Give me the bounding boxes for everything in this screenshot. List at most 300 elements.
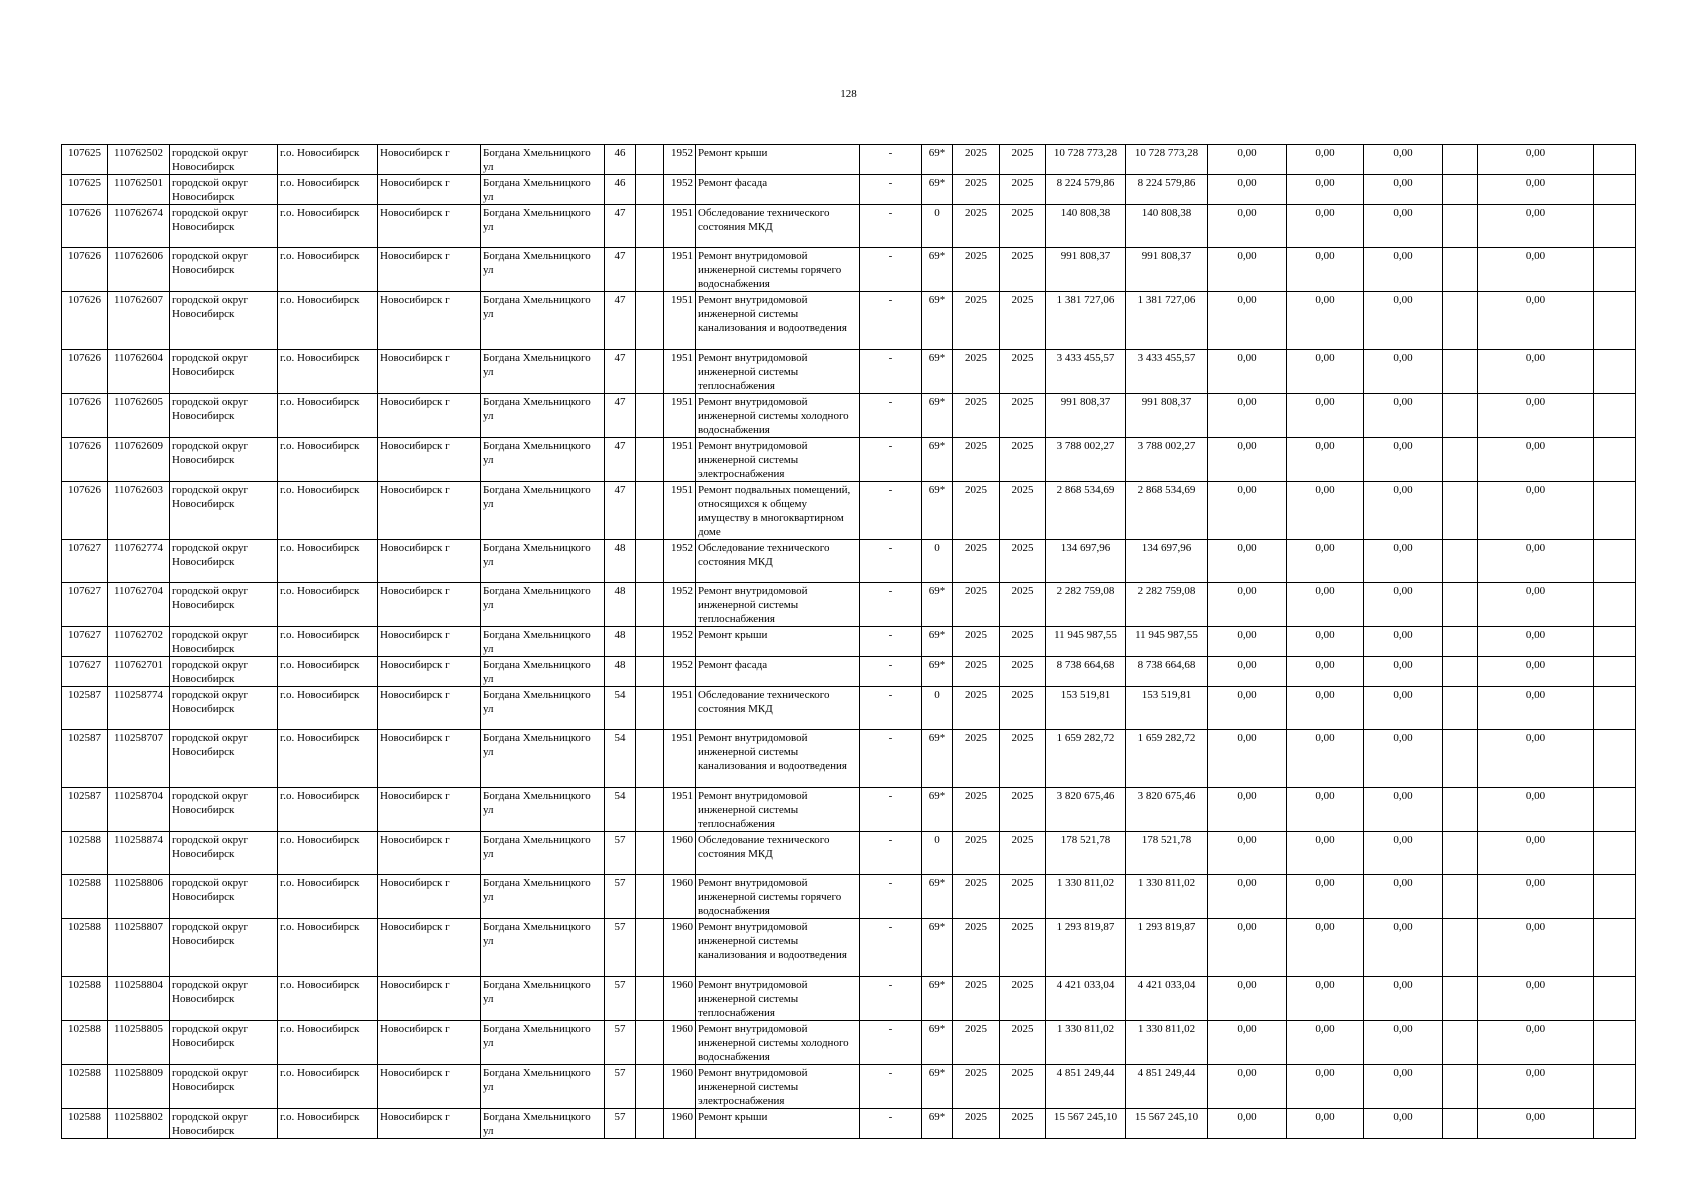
- cell-col-blank: [1443, 687, 1478, 730]
- cell-street: Богдана Хмельницкого ул: [481, 875, 605, 919]
- cell-house-id: 102588: [62, 1109, 108, 1139]
- cell-year-built: 1952: [664, 175, 696, 205]
- table-row: [62, 919, 1636, 977]
- cell-street: Богдана Хмельницкого ул: [481, 1109, 605, 1139]
- cell-year-built: 1951: [664, 482, 696, 540]
- cell-budget-regional: 0,00: [1287, 627, 1364, 657]
- cell-municipal-district: г.о. Новосибирск: [278, 438, 378, 482]
- cell-municipal-district: г.о. Новосибирск: [278, 394, 378, 438]
- cell-wear: 69*: [922, 145, 953, 175]
- cell-wear: 69*: [922, 292, 953, 350]
- cell-record-id: 110762502: [108, 145, 170, 175]
- cell-work-type: Ремонт внутридомовой инженерной системы канализования и водоотведения: [696, 919, 860, 977]
- cell-municipal-district: г.о. Новосибирск: [278, 205, 378, 248]
- cell-total-cost: 140 808,38: [1046, 205, 1126, 248]
- cell-budget-federal: 0,00: [1208, 657, 1287, 687]
- cell-col-last: [1594, 875, 1636, 919]
- cell-record-id: 110258874: [108, 832, 170, 875]
- cell-work-type: Ремонт внутридомовой инженерной системы холодного водоснабжения: [696, 1021, 860, 1065]
- cell-municipality: городской округ Новосибирск: [170, 205, 278, 248]
- cell-plan-year-end: 2025: [1000, 350, 1046, 394]
- cell-building: [636, 394, 664, 438]
- cell-record-id: 110258807: [108, 919, 170, 977]
- cell-plan-year-end: 2025: [1000, 175, 1046, 205]
- cell-municipality: городской округ Новосибирск: [170, 627, 278, 657]
- cell-house-number: 57: [605, 1021, 636, 1065]
- cell-record-id: 110258806: [108, 875, 170, 919]
- cell-building: [636, 350, 664, 394]
- cell-street: Богдана Хмельницкого ул: [481, 292, 605, 350]
- cell-wear: 69*: [922, 788, 953, 832]
- cell-building: [636, 627, 664, 657]
- cell-building: [636, 687, 664, 730]
- table-row: [62, 657, 1636, 687]
- cell-street: Богдана Хмельницкого ул: [481, 627, 605, 657]
- cell-col-blank: [1443, 175, 1478, 205]
- cell-municipality: городской округ Новосибирск: [170, 788, 278, 832]
- cell-budget-regional: 0,00: [1287, 657, 1364, 687]
- table-row: [62, 730, 1636, 788]
- cell-budget-regional: 0,00: [1287, 919, 1364, 977]
- cell-house-number: 54: [605, 730, 636, 788]
- cell-street: Богдана Хмельницкого ул: [481, 540, 605, 583]
- cell-street: Богдана Хмельницкого ул: [481, 394, 605, 438]
- cell-col-dash: -: [860, 788, 922, 832]
- cell-col-blank: [1443, 875, 1478, 919]
- cell-budget-federal: 0,00: [1208, 292, 1287, 350]
- cell-col-blank: [1443, 627, 1478, 657]
- cell-year-built: 1951: [664, 350, 696, 394]
- cell-year-built: 1960: [664, 919, 696, 977]
- cell-budget-federal: 0,00: [1208, 977, 1287, 1021]
- cell-budget-regional: 0,00: [1287, 438, 1364, 482]
- cell-settlement: Новосибирск г: [378, 875, 481, 919]
- cell-budget-federal: 0,00: [1208, 248, 1287, 292]
- cell-street: Богдана Хмельницкого ул: [481, 583, 605, 627]
- cell-plan-year-start: 2025: [953, 875, 1000, 919]
- cell-fund-amount: 2 282 759,08: [1126, 583, 1208, 627]
- cell-total-cost: 11 945 987,55: [1046, 627, 1126, 657]
- cell-col-blank: [1443, 1109, 1478, 1139]
- cell-owners-funds: 0,00: [1478, 919, 1594, 977]
- table-row: [62, 832, 1636, 875]
- cell-plan-year-start: 2025: [953, 977, 1000, 1021]
- cell-street: Богдана Хмельницкого ул: [481, 788, 605, 832]
- cell-plan-year-start: 2025: [953, 175, 1000, 205]
- cell-year-built: 1951: [664, 687, 696, 730]
- cell-year-built: 1952: [664, 627, 696, 657]
- cell-plan-year-start: 2025: [953, 482, 1000, 540]
- cell-total-cost: 1 659 282,72: [1046, 730, 1126, 788]
- cell-house-id: 102587: [62, 788, 108, 832]
- cell-wear: 69*: [922, 919, 953, 977]
- cell-fund-amount: 15 567 245,10: [1126, 1109, 1208, 1139]
- cell-house-number: 47: [605, 482, 636, 540]
- cell-wear: 69*: [922, 482, 953, 540]
- cell-year-built: 1951: [664, 730, 696, 788]
- cell-settlement: Новосибирск г: [378, 1109, 481, 1139]
- table-row: [62, 175, 1636, 205]
- cell-house-number: 48: [605, 583, 636, 627]
- cell-house-number: 57: [605, 919, 636, 977]
- cell-total-cost: 15 567 245,10: [1046, 1109, 1126, 1139]
- cell-municipal-district: г.о. Новосибирск: [278, 1065, 378, 1109]
- cell-municipal-district: г.о. Новосибирск: [278, 832, 378, 875]
- cell-col-last: [1594, 832, 1636, 875]
- cell-col-dash: -: [860, 540, 922, 583]
- cell-plan-year-start: 2025: [953, 145, 1000, 175]
- cell-budget-regional: 0,00: [1287, 730, 1364, 788]
- cell-budget-local: 0,00: [1364, 687, 1443, 730]
- cell-settlement: Новосибирск г: [378, 394, 481, 438]
- cell-col-blank: [1443, 832, 1478, 875]
- cell-wear: 0: [922, 540, 953, 583]
- cell-year-built: 1951: [664, 788, 696, 832]
- cell-municipality: городской округ Новосибирск: [170, 292, 278, 350]
- cell-building: [636, 1021, 664, 1065]
- cell-house-id: 102588: [62, 875, 108, 919]
- cell-total-cost: 1 293 819,87: [1046, 919, 1126, 977]
- cell-wear: 69*: [922, 730, 953, 788]
- cell-record-id: 110762674: [108, 205, 170, 248]
- cell-house-number: 47: [605, 350, 636, 394]
- cell-work-type: Ремонт фасада: [696, 657, 860, 687]
- cell-municipal-district: г.о. Новосибирск: [278, 175, 378, 205]
- cell-house-id: 102588: [62, 1065, 108, 1109]
- cell-budget-regional: 0,00: [1287, 350, 1364, 394]
- table-row: [62, 205, 1636, 248]
- cell-work-type: Ремонт подвальных помещений, относящихся к общему имуществу в многоквартирном доме: [696, 482, 860, 540]
- cell-wear: 69*: [922, 248, 953, 292]
- table-row: [62, 145, 1636, 175]
- cell-total-cost: 2 868 534,69: [1046, 482, 1126, 540]
- cell-owners-funds: 0,00: [1478, 292, 1594, 350]
- cell-plan-year-start: 2025: [953, 583, 1000, 627]
- cell-total-cost: 10 728 773,28: [1046, 145, 1126, 175]
- cell-street: Богдана Хмельницкого ул: [481, 438, 605, 482]
- cell-plan-year-end: 2025: [1000, 1109, 1046, 1139]
- cell-fund-amount: 1 381 727,06: [1126, 292, 1208, 350]
- cell-budget-regional: 0,00: [1287, 875, 1364, 919]
- cell-col-last: [1594, 145, 1636, 175]
- cell-work-type: Ремонт внутридомовой инженерной системы теплоснабжения: [696, 788, 860, 832]
- cell-total-cost: 1 330 811,02: [1046, 1021, 1126, 1065]
- cell-budget-local: 0,00: [1364, 248, 1443, 292]
- cell-municipal-district: г.о. Новосибирск: [278, 248, 378, 292]
- cell-work-type: Ремонт внутридомовой инженерной системы холодного водоснабжения: [696, 394, 860, 438]
- cell-work-type: Ремонт внутридомовой инженерной системы канализования и водоотведения: [696, 730, 860, 788]
- cell-municipal-district: г.о. Новосибирск: [278, 657, 378, 687]
- cell-col-last: [1594, 205, 1636, 248]
- cell-plan-year-end: 2025: [1000, 730, 1046, 788]
- cell-col-last: [1594, 977, 1636, 1021]
- cell-budget-regional: 0,00: [1287, 248, 1364, 292]
- cell-col-blank: [1443, 730, 1478, 788]
- cell-house-id: 107627: [62, 540, 108, 583]
- cell-col-dash: -: [860, 832, 922, 875]
- cell-municipality: городской округ Новосибирск: [170, 394, 278, 438]
- cell-settlement: Новосибирск г: [378, 919, 481, 977]
- cell-plan-year-end: 2025: [1000, 875, 1046, 919]
- cell-budget-local: 0,00: [1364, 1065, 1443, 1109]
- cell-building: [636, 438, 664, 482]
- cell-house-id: 107626: [62, 394, 108, 438]
- cell-year-built: 1951: [664, 205, 696, 248]
- cell-fund-amount: 8 738 664,68: [1126, 657, 1208, 687]
- cell-budget-local: 0,00: [1364, 875, 1443, 919]
- cell-budget-regional: 0,00: [1287, 977, 1364, 1021]
- cell-house-number: 47: [605, 394, 636, 438]
- cell-year-built: 1951: [664, 438, 696, 482]
- cell-plan-year-start: 2025: [953, 540, 1000, 583]
- cell-col-dash: -: [860, 350, 922, 394]
- cell-budget-local: 0,00: [1364, 482, 1443, 540]
- cell-budget-local: 0,00: [1364, 730, 1443, 788]
- cell-municipal-district: г.о. Новосибирск: [278, 350, 378, 394]
- cell-col-last: [1594, 394, 1636, 438]
- cell-total-cost: 3 433 455,57: [1046, 350, 1126, 394]
- cell-fund-amount: 178 521,78: [1126, 832, 1208, 875]
- cell-plan-year-end: 2025: [1000, 482, 1046, 540]
- cell-building: [636, 1109, 664, 1139]
- cell-fund-amount: 10 728 773,28: [1126, 145, 1208, 175]
- cell-house-id: 107626: [62, 438, 108, 482]
- cell-col-blank: [1443, 145, 1478, 175]
- cell-house-id: 107625: [62, 175, 108, 205]
- cell-col-last: [1594, 540, 1636, 583]
- cell-col-dash: -: [860, 205, 922, 248]
- cell-wear: 0: [922, 205, 953, 248]
- cell-year-built: 1960: [664, 1109, 696, 1139]
- cell-budget-federal: 0,00: [1208, 627, 1287, 657]
- cell-budget-federal: 0,00: [1208, 205, 1287, 248]
- cell-street: Богдана Хмельницкого ул: [481, 657, 605, 687]
- cell-street: Богдана Хмельницкого ул: [481, 205, 605, 248]
- cell-owners-funds: 0,00: [1478, 832, 1594, 875]
- cell-municipal-district: г.о. Новосибирск: [278, 627, 378, 657]
- cell-building: [636, 145, 664, 175]
- cell-municipal-district: г.о. Новосибирск: [278, 730, 378, 788]
- cell-col-last: [1594, 730, 1636, 788]
- cell-house-number: 46: [605, 145, 636, 175]
- cell-municipal-district: г.о. Новосибирск: [278, 482, 378, 540]
- cell-wear: 69*: [922, 1065, 953, 1109]
- cell-col-blank: [1443, 248, 1478, 292]
- cell-record-id: 110762603: [108, 482, 170, 540]
- cell-budget-local: 0,00: [1364, 540, 1443, 583]
- cell-municipal-district: г.о. Новосибирск: [278, 687, 378, 730]
- cell-budget-local: 0,00: [1364, 919, 1443, 977]
- cell-house-id: 107626: [62, 248, 108, 292]
- cell-budget-federal: 0,00: [1208, 1109, 1287, 1139]
- cell-col-blank: [1443, 540, 1478, 583]
- cell-street: Богдана Хмельницкого ул: [481, 350, 605, 394]
- table-row: [62, 977, 1636, 1021]
- cell-budget-regional: 0,00: [1287, 1065, 1364, 1109]
- cell-house-id: 107626: [62, 350, 108, 394]
- cell-house-id: 102588: [62, 919, 108, 977]
- cell-budget-federal: 0,00: [1208, 875, 1287, 919]
- cell-budget-regional: 0,00: [1287, 1109, 1364, 1139]
- cell-municipal-district: г.о. Новосибирск: [278, 977, 378, 1021]
- cell-col-blank: [1443, 1021, 1478, 1065]
- cell-col-last: [1594, 175, 1636, 205]
- cell-plan-year-end: 2025: [1000, 1065, 1046, 1109]
- cell-municipality: городской округ Новосибирск: [170, 875, 278, 919]
- cell-col-last: [1594, 583, 1636, 627]
- cell-house-number: 57: [605, 832, 636, 875]
- cell-house-id: 102587: [62, 687, 108, 730]
- cell-house-id: 102588: [62, 832, 108, 875]
- cell-plan-year-end: 2025: [1000, 657, 1046, 687]
- cell-budget-regional: 0,00: [1287, 394, 1364, 438]
- cell-municipality: городской округ Новосибирск: [170, 657, 278, 687]
- cell-fund-amount: 8 224 579,86: [1126, 175, 1208, 205]
- cell-budget-federal: 0,00: [1208, 583, 1287, 627]
- capital-repair-table: [61, 144, 1636, 1139]
- cell-plan-year-start: 2025: [953, 832, 1000, 875]
- cell-work-type: Ремонт внутридомовой инженерной системы электроснабжения: [696, 1065, 860, 1109]
- cell-plan-year-start: 2025: [953, 687, 1000, 730]
- cell-fund-amount: 1 659 282,72: [1126, 730, 1208, 788]
- table-row: [62, 248, 1636, 292]
- cell-fund-amount: 1 330 811,02: [1126, 875, 1208, 919]
- cell-col-dash: -: [860, 687, 922, 730]
- cell-record-id: 110762702: [108, 627, 170, 657]
- cell-budget-local: 0,00: [1364, 1021, 1443, 1065]
- cell-wear: 69*: [922, 657, 953, 687]
- cell-settlement: Новосибирск г: [378, 687, 481, 730]
- cell-budget-federal: 0,00: [1208, 788, 1287, 832]
- cell-plan-year-start: 2025: [953, 1109, 1000, 1139]
- cell-budget-local: 0,00: [1364, 438, 1443, 482]
- cell-settlement: Новосибирск г: [378, 540, 481, 583]
- cell-col-dash: -: [860, 292, 922, 350]
- cell-street: Богдана Хмельницкого ул: [481, 977, 605, 1021]
- cell-building: [636, 875, 664, 919]
- cell-settlement: Новосибирск г: [378, 657, 481, 687]
- cell-record-id: 110762604: [108, 350, 170, 394]
- cell-year-built: 1952: [664, 540, 696, 583]
- cell-fund-amount: 991 808,37: [1126, 394, 1208, 438]
- cell-house-number: 54: [605, 788, 636, 832]
- cell-record-id: 110762606: [108, 248, 170, 292]
- cell-municipality: городской округ Новосибирск: [170, 832, 278, 875]
- page-number: 128: [840, 88, 857, 100]
- cell-street: Богдана Хмельницкого ул: [481, 832, 605, 875]
- cell-col-blank: [1443, 977, 1478, 1021]
- cell-col-last: [1594, 438, 1636, 482]
- table-row: [62, 1021, 1636, 1065]
- cell-budget-federal: 0,00: [1208, 394, 1287, 438]
- cell-fund-amount: 2 868 534,69: [1126, 482, 1208, 540]
- cell-fund-amount: 4 851 249,44: [1126, 1065, 1208, 1109]
- cell-col-dash: -: [860, 438, 922, 482]
- cell-municipality: городской округ Новосибирск: [170, 1065, 278, 1109]
- cell-fund-amount: 134 697,96: [1126, 540, 1208, 583]
- cell-house-number: 47: [605, 205, 636, 248]
- cell-owners-funds: 0,00: [1478, 205, 1594, 248]
- cell-total-cost: 8 738 664,68: [1046, 657, 1126, 687]
- cell-total-cost: 4 421 033,04: [1046, 977, 1126, 1021]
- table-row: [62, 627, 1636, 657]
- cell-plan-year-start: 2025: [953, 248, 1000, 292]
- cell-plan-year-start: 2025: [953, 350, 1000, 394]
- cell-col-dash: -: [860, 175, 922, 205]
- cell-municipality: городской округ Новосибирск: [170, 540, 278, 583]
- cell-col-last: [1594, 350, 1636, 394]
- cell-fund-amount: 3 788 002,27: [1126, 438, 1208, 482]
- cell-municipality: городской округ Новосибирск: [170, 175, 278, 205]
- cell-building: [636, 788, 664, 832]
- cell-budget-federal: 0,00: [1208, 175, 1287, 205]
- cell-building: [636, 175, 664, 205]
- cell-house-number: 57: [605, 1109, 636, 1139]
- cell-budget-local: 0,00: [1364, 1109, 1443, 1139]
- cell-work-type: Ремонт крыши: [696, 627, 860, 657]
- cell-col-dash: -: [860, 657, 922, 687]
- table-row: [62, 788, 1636, 832]
- cell-col-dash: -: [860, 1021, 922, 1065]
- cell-plan-year-start: 2025: [953, 730, 1000, 788]
- cell-street: Богдана Хмельницкого ул: [481, 730, 605, 788]
- cell-record-id: 110258805: [108, 1021, 170, 1065]
- cell-owners-funds: 0,00: [1478, 145, 1594, 175]
- cell-budget-local: 0,00: [1364, 788, 1443, 832]
- cell-year-built: 1960: [664, 875, 696, 919]
- cell-municipal-district: г.о. Новосибирск: [278, 1109, 378, 1139]
- cell-budget-federal: 0,00: [1208, 919, 1287, 977]
- cell-col-dash: -: [860, 1109, 922, 1139]
- cell-year-built: 1960: [664, 1021, 696, 1065]
- cell-fund-amount: 3 433 455,57: [1126, 350, 1208, 394]
- cell-plan-year-start: 2025: [953, 657, 1000, 687]
- cell-plan-year-end: 2025: [1000, 832, 1046, 875]
- cell-municipality: городской округ Новосибирск: [170, 977, 278, 1021]
- cell-budget-federal: 0,00: [1208, 438, 1287, 482]
- cell-record-id: 110762704: [108, 583, 170, 627]
- cell-municipality: городской округ Новосибирск: [170, 350, 278, 394]
- cell-settlement: Новосибирск г: [378, 788, 481, 832]
- table-row: [62, 1065, 1636, 1109]
- cell-owners-funds: 0,00: [1478, 627, 1594, 657]
- cell-building: [636, 657, 664, 687]
- cell-work-type: Ремонт внутридомовой инженерной системы горячего водоснабжения: [696, 248, 860, 292]
- cell-building: [636, 919, 664, 977]
- cell-fund-amount: 4 421 033,04: [1126, 977, 1208, 1021]
- cell-col-dash: -: [860, 977, 922, 1021]
- cell-plan-year-end: 2025: [1000, 438, 1046, 482]
- cell-owners-funds: 0,00: [1478, 1065, 1594, 1109]
- cell-municipality: городской округ Новосибирск: [170, 1109, 278, 1139]
- cell-budget-regional: 0,00: [1287, 1021, 1364, 1065]
- cell-col-last: [1594, 482, 1636, 540]
- cell-owners-funds: 0,00: [1478, 687, 1594, 730]
- cell-street: Богдана Хмельницкого ул: [481, 482, 605, 540]
- cell-plan-year-end: 2025: [1000, 1021, 1046, 1065]
- cell-budget-local: 0,00: [1364, 657, 1443, 687]
- cell-record-id: 110258707: [108, 730, 170, 788]
- cell-settlement: Новосибирск г: [378, 205, 481, 248]
- cell-wear: 69*: [922, 1021, 953, 1065]
- cell-record-id: 110258809: [108, 1065, 170, 1109]
- cell-work-type: Ремонт внутридомовой инженерной системы теплоснабжения: [696, 977, 860, 1021]
- cell-municipality: городской округ Новосибирск: [170, 248, 278, 292]
- cell-col-dash: -: [860, 875, 922, 919]
- table-row: [62, 687, 1636, 730]
- cell-municipality: городской округ Новосибирск: [170, 438, 278, 482]
- cell-settlement: Новосибирск г: [378, 438, 481, 482]
